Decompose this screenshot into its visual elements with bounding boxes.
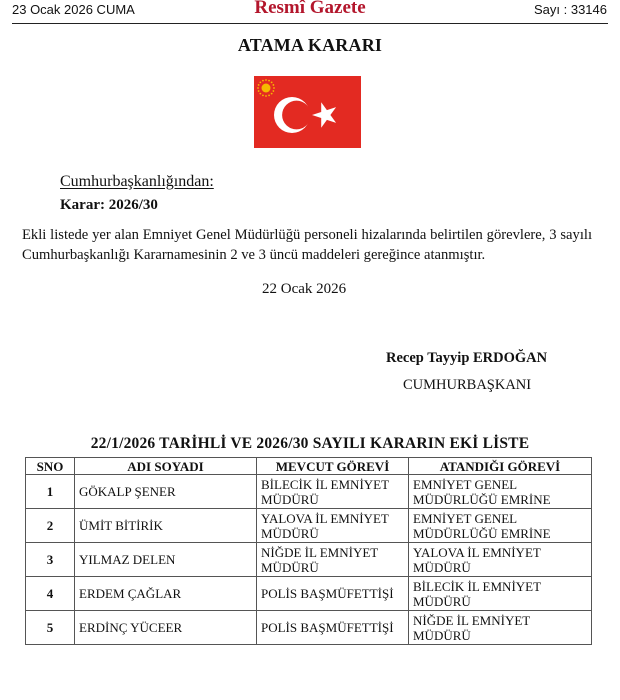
header-divider xyxy=(12,23,608,24)
emblem-star xyxy=(265,95,267,97)
annex-table xyxy=(25,457,592,645)
row-name: GÖKALP ŞENER xyxy=(75,475,257,509)
column-header-name: ADI SOYADI xyxy=(75,458,257,475)
crescent-inner xyxy=(282,101,311,130)
row-sno: 1 xyxy=(26,475,75,509)
row-name: ÜMİT BİTİRİK xyxy=(75,509,257,543)
turkish-flag-icon xyxy=(254,76,361,148)
row-current-position: POLİS BAŞMÜFETTİŞİ xyxy=(257,611,409,645)
row-sno: 3 xyxy=(26,543,75,577)
row-assigned-position: BİLECİK İL EMNİYET MÜDÜRÜ xyxy=(409,577,592,611)
table-row xyxy=(26,509,592,543)
publication-title: Resmî Gazete xyxy=(254,0,366,18)
decision-date: 22 Ocak 2026 xyxy=(262,281,347,297)
issuer: Cumhurbaşkanlığından: xyxy=(60,173,214,190)
row-name: ERDEM ÇAĞLAR xyxy=(75,577,257,611)
emblem-star xyxy=(268,80,270,82)
issue-number: Sayı : 33146 xyxy=(534,2,607,17)
emblem-star xyxy=(262,80,264,82)
signer-name: Recep Tayyip ERDOĞAN xyxy=(386,350,548,366)
signer-title: CUMHURBAŞKANI xyxy=(403,377,532,393)
row-assigned-position: EMNİYET GENEL MÜDÜRLÜĞÜ EMRİNE xyxy=(409,475,592,509)
emblem-star xyxy=(258,84,260,86)
emblem-star xyxy=(258,90,260,92)
emblem-star xyxy=(271,93,273,95)
decision-body: Ekli listede yer alan Emniyet Genel Müdürlüğü personeli hizalarında belirtilen görevlere, 3 sayılı Cumhurbaşkanlığı Kararnamesinin 2 ve 3 üncü maddeleri gereğince atanmıştır. xyxy=(22,227,592,263)
emblem-star xyxy=(273,87,275,89)
row-assigned-position: YALOVA İL EMNİYET MÜDÜRÜ xyxy=(409,543,592,577)
emblem-star xyxy=(262,94,264,96)
column-header-sno: SNO xyxy=(26,458,75,475)
annex-header-row xyxy=(26,458,592,475)
table-row xyxy=(26,475,592,509)
document-title: ATAMA KARARI xyxy=(237,35,383,55)
row-sno: 5 xyxy=(26,611,75,645)
emblem-star xyxy=(259,93,261,95)
row-name: YILMAZ DELEN xyxy=(75,543,257,577)
row-current-position: YALOVA İL EMNİYET MÜDÜRÜ xyxy=(257,509,409,543)
table-row xyxy=(26,577,592,611)
column-header-current-position: MEVCUT GÖREVİ xyxy=(257,458,409,475)
row-sno: 2 xyxy=(26,509,75,543)
row-name: ERDİNÇ YÜCEER xyxy=(75,611,257,645)
emblem-star xyxy=(271,81,273,83)
table-row xyxy=(26,611,592,645)
table-row xyxy=(26,543,592,577)
row-sno: 4 xyxy=(26,577,75,611)
emblem-star xyxy=(268,94,270,96)
emblem-star xyxy=(272,90,274,92)
emblem-star xyxy=(257,87,259,89)
decision-number: Karar: 2026/30 xyxy=(60,197,158,213)
annex-title: 22/1/2026 TARİHLİ VE 2026/30 SAYILI KARARIN EKİ LİSTE xyxy=(90,435,530,452)
column-header-assigned-position: ATANDIĞI GÖREVİ xyxy=(409,458,592,475)
row-current-position: NİĞDE İL EMNİYET MÜDÜRÜ xyxy=(257,543,409,577)
emblem-star xyxy=(272,84,274,86)
header-date: 23 Ocak 2026 CUMA xyxy=(12,2,135,17)
emblem-star xyxy=(265,79,267,81)
emblem-star xyxy=(259,81,261,83)
row-current-position: BİLECİK İL EMNİYET MÜDÜRÜ xyxy=(257,475,409,509)
row-assigned-position: NİĞDE İL EMNİYET MÜDÜRÜ xyxy=(409,611,592,645)
row-current-position: POLİS BAŞMÜFETTİŞİ xyxy=(257,577,409,611)
row-assigned-position: EMNİYET GENEL MÜDÜRLÜĞÜ EMRİNE xyxy=(409,509,592,543)
